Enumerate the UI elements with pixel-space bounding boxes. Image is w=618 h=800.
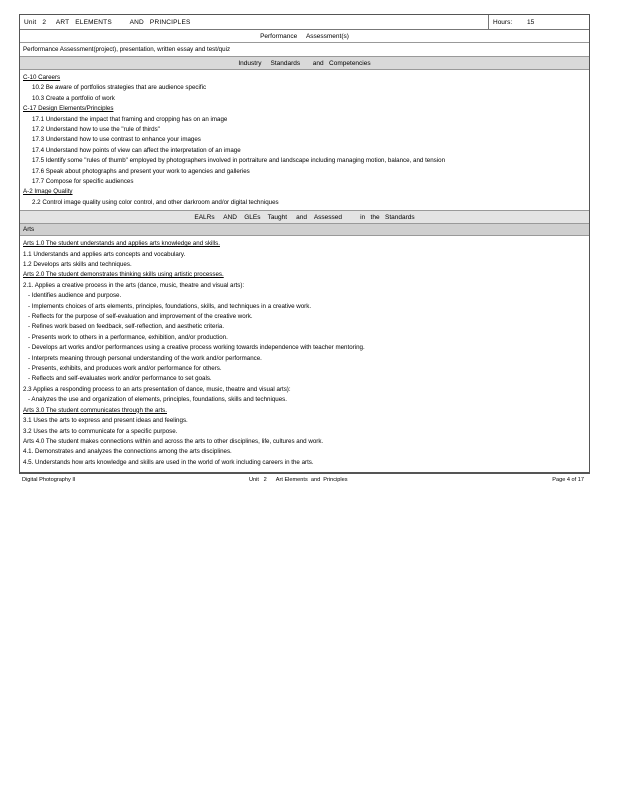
standard-line: 2.2 Control image quality using color control, and other darkroom and/or digital techniques (32, 198, 279, 206)
ealr-line: - Presents, exhibits, and produces work and/or performance for others. (28, 365, 222, 373)
ealr-line: 3.1 Uses the arts to express and present ideas and feelings. (23, 417, 188, 425)
standard-line: C-17 Design Elements/Principles (23, 105, 114, 113)
standard-line: 17.7 Compose for specific audiences (32, 177, 134, 185)
ealr-line: - Identifies audience and purpose. (28, 292, 122, 300)
ealr-line: - Reflects for the purpose of self-evaluation and improvement of the creative work. (28, 313, 253, 321)
performance-text: Performance Assessment(project), presentation, written essay and test/quiz (23, 46, 231, 53)
ealrs-list (20, 236, 589, 473)
standard-line: 17.3 Understand how to use contrast to enhance your images (32, 136, 201, 144)
ealr-line: 3.2 Uses the arts to communicate for a specific purpose. (23, 427, 178, 435)
ealr-line: - Develops art works and/or performances using a creative process working towards independence with teacher mentoring. (28, 344, 365, 352)
standard-line: 17.4 Understand how points of view can affect the interpretation of an image (32, 146, 241, 154)
footer-course: Digital Photography II (22, 476, 76, 483)
ealr-line: - Refines work based on feedback, self-reflection, and aesthetic criteria. (28, 323, 225, 331)
arts-subheading: Arts (20, 224, 589, 236)
ealr-line: 1.1 Understands and applies arts concepts and vocabulary. (23, 250, 186, 258)
footer-page-number: Page 4 of 17 (552, 476, 584, 483)
ealr-line: 4.5. Understands how arts knowledge and skills are used in the world of work including careers in the arts. (23, 458, 314, 466)
standard-line: A-2 Image Quality (23, 188, 73, 196)
ealr-line: 2.3 Applies a responding process to an arts presentation of dance, music, theatre and visual arts): (23, 385, 291, 393)
industry-heading: Industry Standards and Competencies (20, 56, 589, 70)
ealr-line: - Implements choices of arts elements, principles, foundations, skills, and techniques in a creative work. (28, 302, 312, 310)
ealr-line: Arts 3.0 The student communicates through the arts. (23, 406, 167, 414)
hours-cell (488, 15, 589, 29)
page-footer (19, 477, 590, 487)
unit-title: Unit 2 ART ELEMENTS AND PRINCIPLES (24, 19, 191, 26)
ealr-line: Arts 4.0 The student makes connections within and across the arts to other disciplines, life, cultures and work. (23, 437, 324, 445)
ealrs-heading: EALRs AND GLEs Taught and Assessed in the Standards (20, 210, 589, 224)
unit-table (19, 14, 590, 474)
ealr-line: - Reflects and self-evaluates work and/or performance to set goals. (28, 375, 212, 383)
standard-line: C-10 Careers (23, 73, 61, 81)
ealr-line: 1.2 Develops arts skills and techniques. (23, 261, 132, 268)
document-page (19, 14, 590, 487)
hours-label: Hours: (493, 19, 513, 26)
footer-unit: Unit 2 Art Elements and Principles (249, 476, 348, 483)
standard-line: 17.5 Identify some "rules of thumb" employed by photographers involved in portraiture and landscape including managing motion, balance, and tension (32, 157, 446, 165)
hours-value: 15 (527, 19, 535, 26)
standard-line: 10.3 Create a portfolio of work (32, 94, 115, 102)
ealr-line: Arts 1.0 The student understands and applies arts knowledge and skills. (23, 240, 220, 248)
performance-heading: Performance Assessment(s) (20, 30, 589, 43)
standard-line: 10.2 Be aware of portfolios strategies that are audience specific (32, 84, 207, 92)
standard-line: 17.1 Understand the impact that framing and cropping has on an image (32, 115, 228, 123)
standard-line: 17.6 Speak about photographs and present your work to agencies and galleries (32, 167, 250, 175)
industry-standards-list (20, 70, 589, 209)
unit-header-row (20, 15, 589, 30)
ealr-line: Arts 2.0 The student demonstrates thinking skills using artistic processes. (23, 271, 224, 279)
standard-line: 17.2 Understand how to use the "rule of thirds" (32, 125, 160, 133)
ealr-line: - Presents work to others in a performance, exhibition, and/or production. (28, 333, 228, 341)
ealr-line: 4.1. Demonstrates and analyzes the connections among the arts disciplines. (23, 448, 232, 456)
ealr-line: - Interprets meaning through personal understanding of the work and/or performance. (28, 354, 262, 362)
ealr-line: 2.1. Applies a creative process in the arts (dance, music, theatre and visual arts): (23, 281, 245, 289)
ealr-line: - Analyzes the use and organization of elements, principles, foundations, skills and techniques. (28, 396, 287, 404)
